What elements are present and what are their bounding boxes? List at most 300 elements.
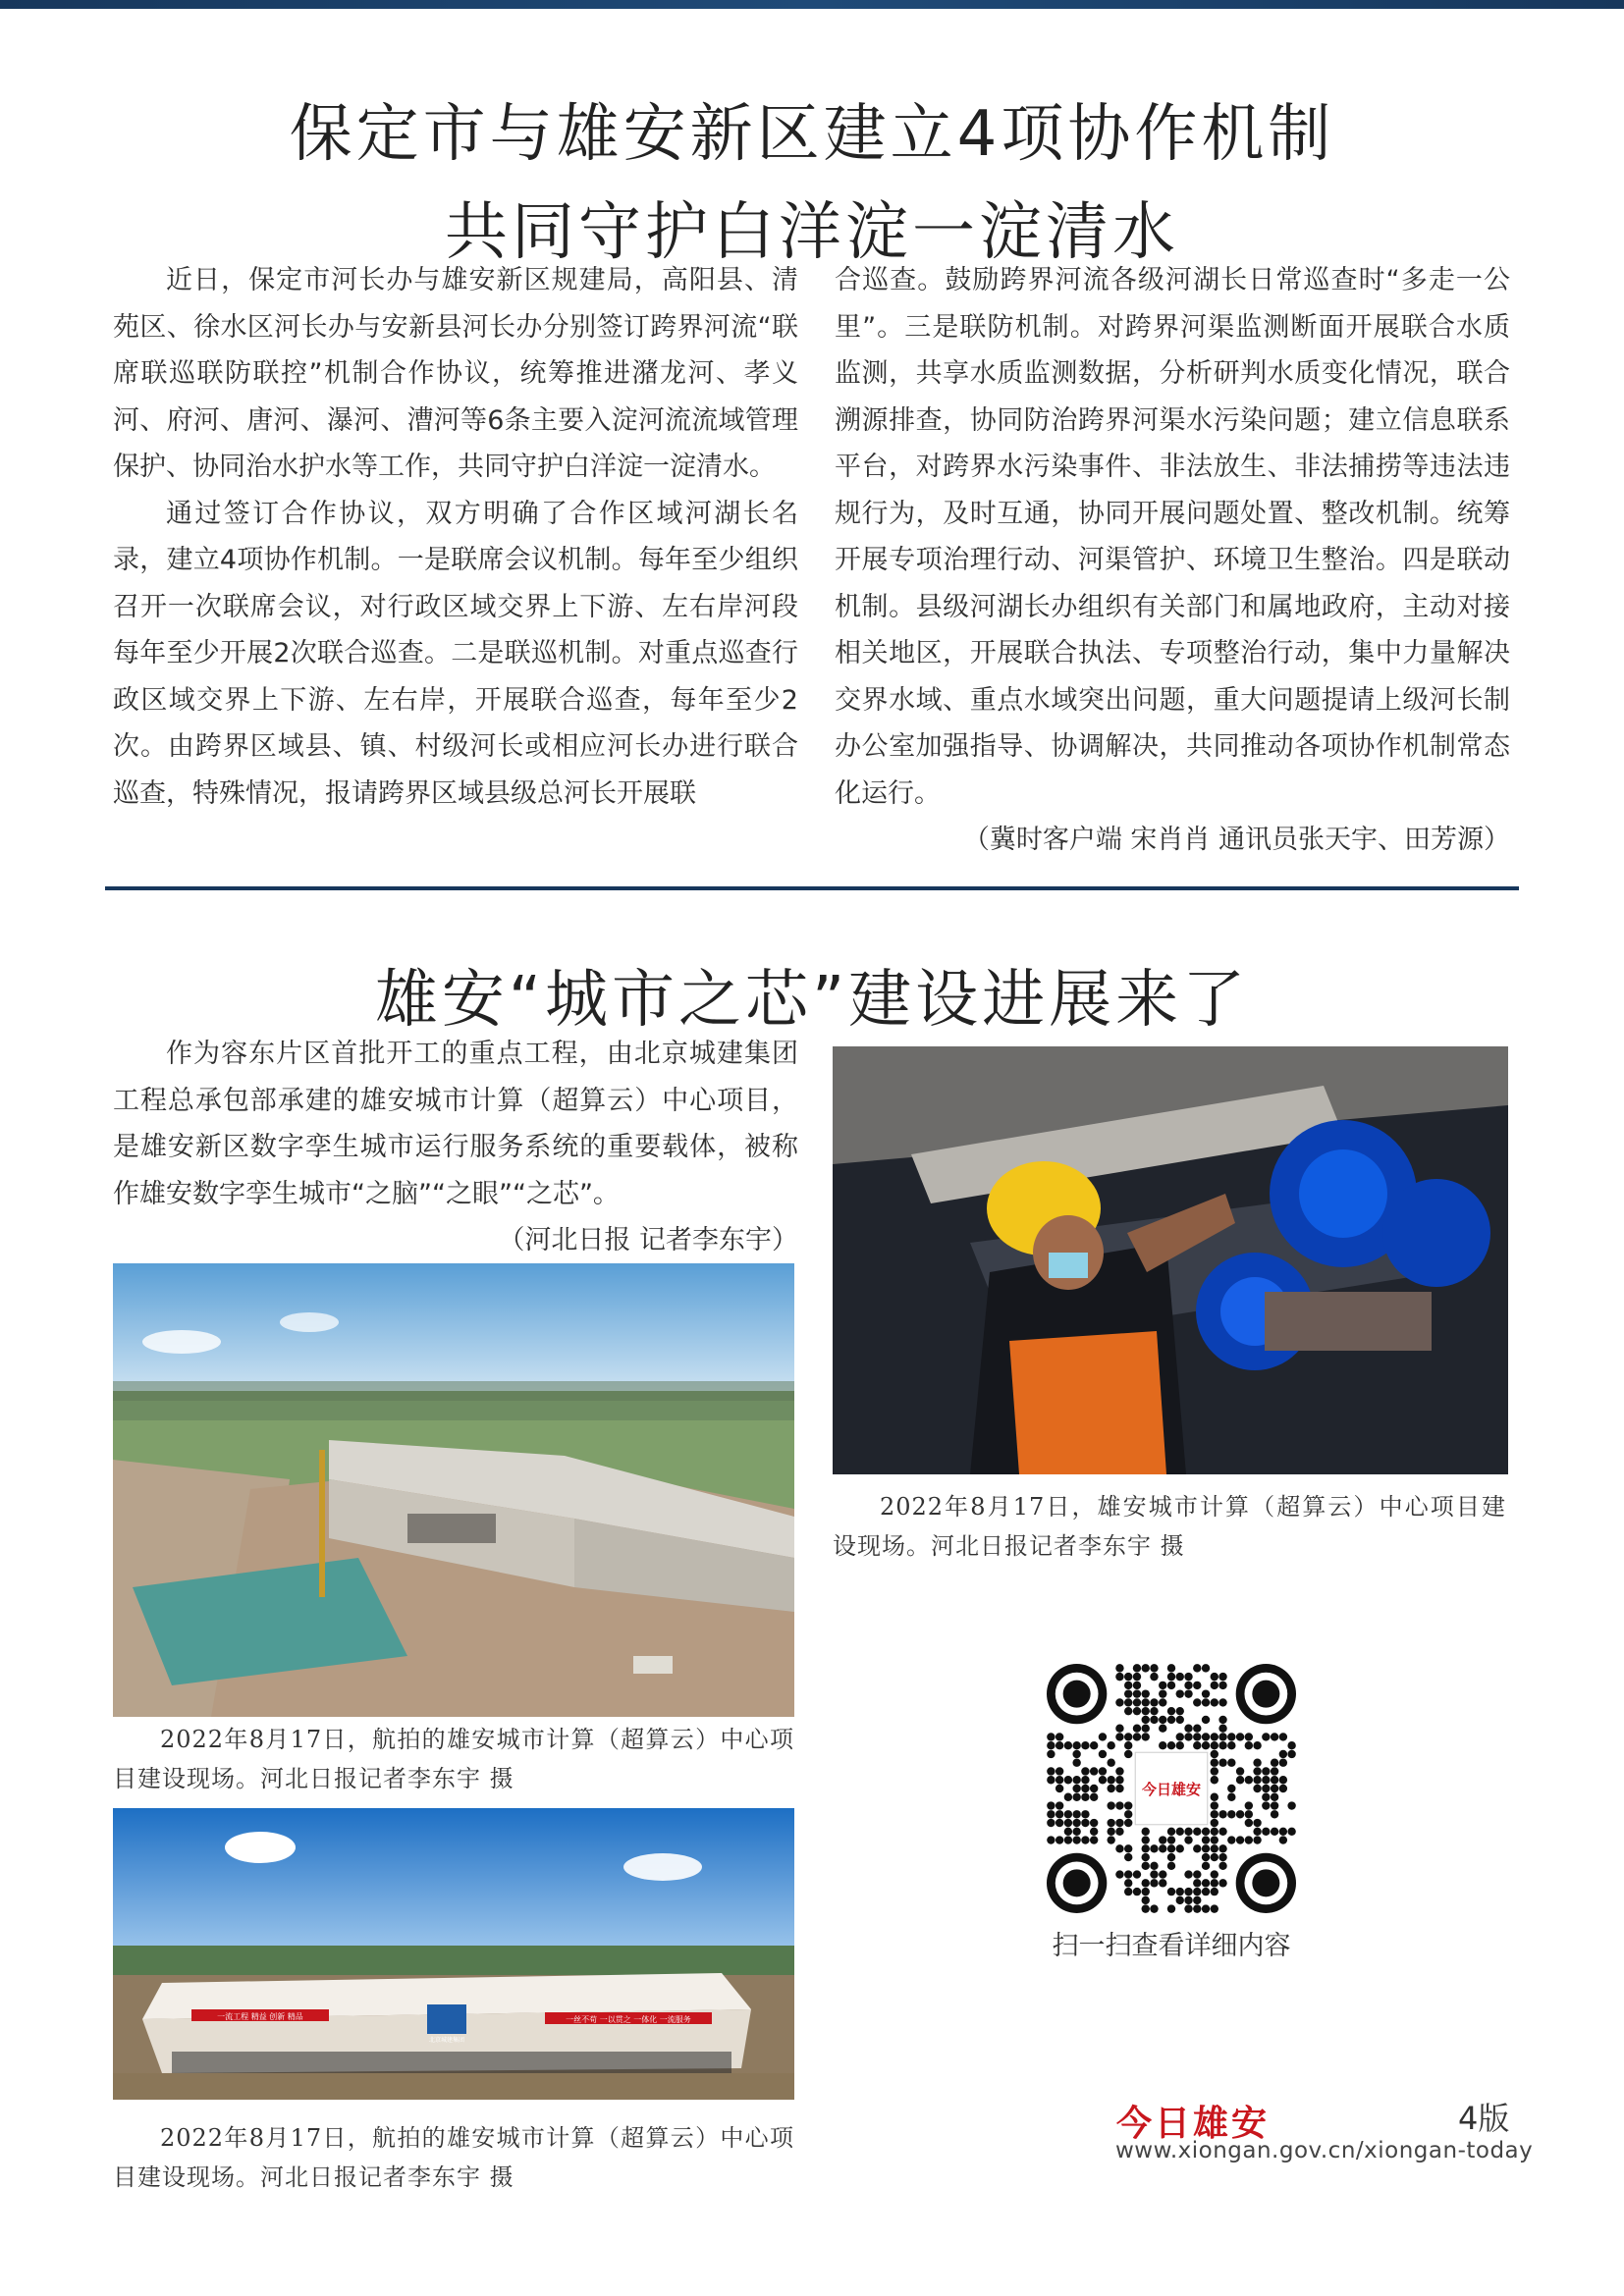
qr-module (1133, 1870, 1141, 1878)
qr-module (1271, 1801, 1278, 1809)
qr-module (1271, 1733, 1278, 1740)
qr-module (1271, 1810, 1278, 1818)
qr-module (1056, 1810, 1063, 1818)
qr-module (1271, 1785, 1278, 1792)
qr-module (1236, 1767, 1244, 1775)
qr-module (1211, 1750, 1218, 1758)
qr-module (1090, 1767, 1098, 1775)
article2-paragraph: 作为容东片区首批开工的重点工程，由北京城建集团工程总承包部承建的雄安城市计算（超算云）中心项目，是雄安新区数字孪生城市运行服务系统的重要载体，被称作雄安数字孪生城市“之脑”“之眼”“之芯”。 (113, 1039, 798, 1209)
qr-module (1262, 1793, 1270, 1801)
qr-module (1142, 1707, 1150, 1715)
qr-module (1227, 1810, 1235, 1818)
qr-module (1133, 1733, 1141, 1740)
qr-module (1133, 1888, 1141, 1896)
qr-module (1253, 1836, 1261, 1843)
qr-module (1072, 1741, 1080, 1749)
qr-module (1202, 1836, 1210, 1843)
qr-module (1227, 1793, 1235, 1801)
qr-module (1211, 1844, 1218, 1852)
qr-module (1218, 1698, 1226, 1706)
qr-module (1202, 1888, 1210, 1896)
qr-module (1218, 1810, 1226, 1818)
qr-module (1211, 1767, 1218, 1775)
qr-module (1279, 1750, 1287, 1758)
qr-module (1279, 1785, 1287, 1792)
qr-module (1107, 1741, 1114, 1749)
panorama-logo-text: 北京城建集团 (428, 2037, 465, 2044)
qr-module (1167, 1716, 1175, 1724)
qr-module (1133, 1724, 1141, 1732)
qr-module (1142, 1698, 1150, 1706)
qr-module (1090, 1828, 1098, 1836)
qr-module (1218, 1853, 1226, 1861)
qr-module (1287, 1750, 1295, 1758)
article1-paragraph-2: 通过签订合作协议，双方明确了合作区域河湖长名录，建立4项协作机制。一是联席会议机制。每年至少组织召开一次联席会议，对行政区域交界上下游、左右岸河段每年至少开展2次联合巡查。二是联巡机制。对重点巡查行政区域交界上下游、左右岸，开展联合巡查，每年至少2次。由跨界区域县、镇、村级河长或相应河长办进行联合巡查，特殊情况，报请跨界区域县级总河长开展联 (113, 498, 798, 809)
qr-module (1202, 1733, 1210, 1740)
article1-paragraph-3: 合巡查。鼓励跨界河流各级河湖长日常巡查时“多走一公里”。三是联防机制。对跨界河渠监测断面开展联合水质监测，共享水质监测数据，分析研判水质变化情况，联合溯源排查，协同防治跨界河渠水污染问题；建立信息联系平台，对跨界水污染事件、非法放生、非法捕捞等违法违规行为，及时互通，协同开展问题处置、整改机制。统筹开展专项治理行动、河渠管护、环境卫生整治。四是联动机制。县级河湖长办组织有关部门和属地政府，主动对接相关地区，开展联合执法、专项整治行动，集中力量解决交界水域、重点水域突出问题，重大问题提请上级河长制办公室加强指导、协调解决，共同推动各项协作机制常态化运行。 (835, 265, 1510, 809)
qr-code[interactable] (1047, 1664, 1296, 1913)
qr-module (1090, 1793, 1098, 1801)
qr-module (1159, 1698, 1166, 1706)
qr-module (1271, 1767, 1278, 1775)
qr-module (1176, 1828, 1184, 1836)
qr-module (1279, 1828, 1287, 1836)
qr-module (1115, 1870, 1123, 1878)
qr-module (1150, 1844, 1158, 1852)
qr-module (1218, 1724, 1226, 1732)
qr-module (1047, 1733, 1055, 1740)
qr-module (1167, 1888, 1175, 1896)
qr-module (1056, 1767, 1063, 1775)
qr-module (1262, 1776, 1270, 1784)
qr-module (1124, 1819, 1132, 1827)
qr-module (1218, 1741, 1226, 1749)
qr-module (1167, 1904, 1175, 1912)
qr-module (1218, 1716, 1226, 1724)
qr-module (1133, 1698, 1141, 1706)
qr-module (1262, 1767, 1270, 1775)
worker-photo (833, 1046, 1508, 1474)
qr-module (1150, 1664, 1158, 1672)
qr-module (1072, 1836, 1080, 1843)
qr-module (1287, 1741, 1295, 1749)
qr-module (1211, 1776, 1218, 1784)
qr-module (1253, 1828, 1261, 1836)
qr-module (1253, 1741, 1261, 1749)
qr-module (1159, 1682, 1166, 1689)
qr-module (1090, 1819, 1098, 1827)
qr-module (1211, 1888, 1218, 1896)
qr-module (1167, 1741, 1175, 1749)
qr-module (1227, 1785, 1235, 1792)
qr-module (1124, 1689, 1132, 1697)
qr-module (1081, 1819, 1089, 1827)
qr-module (1107, 1836, 1114, 1843)
brand-logo: 今日雄安 (1116, 2103, 1271, 2144)
qr-module (1193, 1828, 1201, 1836)
qr-module (1202, 1689, 1210, 1697)
qr-module (1176, 1896, 1184, 1904)
qr-module (1072, 1750, 1080, 1758)
qr-module (1047, 1741, 1055, 1749)
qr-module (1064, 1836, 1072, 1843)
qr-module (1107, 1759, 1114, 1767)
qr-module (1167, 1707, 1175, 1715)
qr-module (1271, 1776, 1278, 1784)
qr-module (1193, 1724, 1201, 1732)
qr-module (1107, 1801, 1114, 1809)
qr-module (1211, 1819, 1218, 1827)
article1-byline: （冀时客户端 宋肖肖 通讯员张天宇、田芳源） (962, 825, 1510, 855)
qr-module (1159, 1724, 1166, 1732)
qr-module (1202, 1844, 1210, 1852)
qr-module (1142, 1904, 1150, 1912)
qr-module (1253, 1776, 1261, 1784)
qr-module (1218, 1862, 1226, 1870)
qr-module (1072, 1793, 1080, 1801)
qr-module (1202, 1853, 1210, 1861)
qr-module (1047, 1776, 1055, 1784)
qr-module (1115, 1767, 1123, 1775)
article1-title-line1: 保定市与雄安新区建立4项协作机制 (289, 97, 1335, 171)
qr-module (1202, 1862, 1210, 1870)
qr-module (1271, 1828, 1278, 1836)
qr-module (1107, 1785, 1114, 1792)
qr-module (1081, 1793, 1089, 1801)
qr-caption: 扫一扫查看详细内容 (1052, 1931, 1291, 1961)
qr-module (1236, 1836, 1244, 1843)
qr-module (1064, 1810, 1072, 1818)
panorama-banner-left: 一流工程 精益 创新 精品 (217, 2012, 303, 2021)
qr-module (1099, 1776, 1107, 1784)
qr-module (1245, 1801, 1253, 1809)
qr-module (1124, 1810, 1132, 1818)
qr-module (1072, 1776, 1080, 1784)
qr-module (1176, 1689, 1184, 1697)
qr-module (1081, 1767, 1089, 1775)
article2-text-column (113, 1031, 798, 1264)
qr-module (1184, 1724, 1192, 1732)
qr-module (1279, 1733, 1287, 1740)
qr-module (1218, 1733, 1226, 1740)
qr-module (1047, 1750, 1055, 1758)
qr-module (1150, 1904, 1158, 1912)
qr-module (1107, 1828, 1114, 1836)
panorama-photo-caption: 2022年8月17日，航拍的雄安城市计算（超算云）中心项目建设现场。河北日报记者李东宇 摄 (113, 2124, 794, 2191)
qr-module (1142, 1664, 1150, 1672)
qr-module (1090, 1836, 1098, 1843)
panorama-banner-right: 一丝不苟 一以贯之 一体化 一流服务 (566, 2015, 691, 2024)
qr-module (1115, 1844, 1123, 1852)
qr-module (1253, 1759, 1261, 1767)
qr-module (1218, 1682, 1226, 1689)
section-divider (105, 886, 1519, 890)
qr-module (1081, 1836, 1089, 1843)
qr-module (1245, 1836, 1253, 1843)
qr-module (1115, 1698, 1123, 1706)
qr-module (1072, 1810, 1080, 1818)
qr-module (1176, 1673, 1184, 1681)
qr-module (1262, 1785, 1270, 1792)
qr-module (1245, 1741, 1253, 1749)
qr-module (1159, 1836, 1166, 1843)
article1-paragraph-1: 近日，保定市河长办与雄安新区规建局，高阳县、清苑区、徐水区河长办与安新县河长办分别签订跨界河流“联席联巡联防联控”机制合作协议，统筹推进潴龙河、孝义河、府河、唐河、瀑河、漕河等6条主要入淀河流流域管理保护、协同治水护水等工作，共同守护白洋淀一淀清水。 (113, 265, 798, 482)
qr-module (1184, 1689, 1192, 1697)
qr-module (1064, 1819, 1072, 1827)
qr-module (1193, 1896, 1201, 1904)
panorama-construction-photo (113, 1808, 794, 2100)
qr-module (1176, 1741, 1184, 1749)
qr-module (1064, 1776, 1072, 1784)
qr-module (1159, 1716, 1166, 1724)
qr-module (1142, 1716, 1150, 1724)
qr-module (1081, 1741, 1089, 1749)
qr-module (1159, 1741, 1166, 1749)
qr-module (1081, 1810, 1089, 1818)
qr-module (1184, 1904, 1192, 1912)
qr-module (1184, 1733, 1192, 1740)
qr-module (1218, 1844, 1226, 1852)
qr-module (1056, 1785, 1063, 1792)
qr-module (1227, 1741, 1235, 1749)
qr-module (1262, 1828, 1270, 1836)
qr-module (1218, 1673, 1226, 1681)
qr-module (1245, 1819, 1253, 1827)
qr-module (1184, 1682, 1192, 1689)
qr-module (1115, 1785, 1123, 1792)
qr-module (1064, 1828, 1072, 1836)
qr-module (1090, 1741, 1098, 1749)
qr-module (1107, 1776, 1114, 1784)
qr-module (1115, 1801, 1123, 1809)
qr-module (1279, 1836, 1287, 1843)
qr-module (1047, 1836, 1055, 1843)
qr-module (1218, 1879, 1226, 1887)
qr-module (1056, 1733, 1063, 1740)
qr-module (1133, 1689, 1141, 1697)
site-url[interactable]: www.xiongan.gov.cn/xiongan-today (1115, 2138, 1534, 2163)
qr-module (1227, 1733, 1235, 1740)
qr-module (1176, 1844, 1184, 1852)
qr-module (1124, 1707, 1132, 1715)
qr-module (1047, 1767, 1055, 1775)
qr-module (1211, 1836, 1218, 1843)
qr-module (1227, 1836, 1235, 1843)
qr-module (1202, 1716, 1210, 1724)
qr-module (1211, 1698, 1218, 1706)
article2-byline: （河北日报 记者李东宇） (498, 1225, 798, 1255)
qr-module (1279, 1759, 1287, 1767)
qr-module (1133, 1664, 1141, 1672)
qr-finder-ring (1063, 1869, 1091, 1896)
qr-module (1211, 1759, 1218, 1767)
qr-module (1124, 1741, 1132, 1749)
qr-module (1227, 1759, 1235, 1767)
qr-module (1271, 1759, 1278, 1767)
qr-module (1115, 1673, 1123, 1681)
qr-module (1142, 1888, 1150, 1896)
qr-module (1150, 1673, 1158, 1681)
qr-module (1124, 1844, 1132, 1852)
qr-module (1176, 1716, 1184, 1724)
qr-module (1124, 1698, 1132, 1706)
qr-module (1159, 1879, 1166, 1887)
qr-module (1133, 1682, 1141, 1689)
qr-module (1142, 1862, 1150, 1870)
qr-module (1142, 1689, 1150, 1697)
qr-module (1167, 1673, 1175, 1681)
qr-module (1047, 1810, 1055, 1818)
article1-right-column (835, 257, 1510, 864)
qr-module (1211, 1793, 1218, 1801)
qr-module (1142, 1853, 1150, 1861)
qr-module (1090, 1785, 1098, 1792)
aerial-construction-photo (113, 1263, 794, 1717)
qr-module (1236, 1810, 1244, 1818)
qr-module (1159, 1870, 1166, 1878)
qr-module (1167, 1828, 1175, 1836)
qr-module (1271, 1793, 1278, 1801)
qr-module (1184, 1870, 1192, 1878)
qr-module (1211, 1801, 1218, 1809)
qr-module (1056, 1819, 1063, 1827)
qr-module (1099, 1733, 1107, 1740)
qr-module (1184, 1673, 1192, 1681)
qr-module (1064, 1741, 1072, 1749)
qr-module (1124, 1750, 1132, 1758)
article1-title-line2: 共同守护白洋淀一淀清水 (445, 195, 1179, 269)
qr-module (1124, 1733, 1132, 1740)
qr-module (1124, 1888, 1132, 1896)
qr-module (1115, 1664, 1123, 1672)
qr-module (1193, 1698, 1201, 1706)
qr-finder-ring (1252, 1681, 1279, 1708)
qr-module (1150, 1870, 1158, 1878)
qr-module (1184, 1836, 1192, 1843)
qr-module (1193, 1844, 1201, 1852)
page-number: 4版 (1458, 2100, 1510, 2137)
qr-module (1193, 1733, 1201, 1740)
qr-module (1193, 1870, 1201, 1878)
qr-center-label: 今日雄安 (1141, 1781, 1202, 1798)
qr-module (1142, 1733, 1150, 1740)
qr-module (1150, 1879, 1158, 1887)
qr-module (1211, 1733, 1218, 1740)
qr-module (1072, 1785, 1080, 1792)
qr-module (1193, 1741, 1201, 1749)
qr-module (1047, 1801, 1055, 1809)
qr-module (1193, 1682, 1201, 1689)
qr-module (1142, 1879, 1150, 1887)
qr-module (1115, 1819, 1123, 1827)
qr-module (1142, 1828, 1150, 1836)
qr-module (1211, 1870, 1218, 1878)
qr-module (1236, 1733, 1244, 1740)
qr-module (1124, 1870, 1132, 1878)
qr-module (1133, 1707, 1141, 1715)
qr-module (1211, 1673, 1218, 1681)
qr-module (1124, 1853, 1132, 1861)
qr-module (1202, 1698, 1210, 1706)
qr-module (1184, 1896, 1192, 1904)
qr-module (1099, 1767, 1107, 1775)
qr-module (1081, 1785, 1089, 1792)
qr-module (1167, 1853, 1175, 1861)
qr-module (1193, 1664, 1201, 1672)
qr-module (1176, 1707, 1184, 1715)
qr-module (1245, 1733, 1253, 1740)
qr-module (1202, 1879, 1210, 1887)
qr-module (1124, 1879, 1132, 1887)
qr-module (1159, 1844, 1166, 1852)
qr-module (1124, 1682, 1132, 1689)
qr-module (1218, 1828, 1226, 1836)
qr-module (1142, 1844, 1150, 1852)
qr-module (1150, 1707, 1158, 1715)
qr-module (1115, 1828, 1123, 1836)
qr-module (1167, 1682, 1175, 1689)
qr-module (1115, 1724, 1123, 1732)
qr-finder-ring (1252, 1869, 1279, 1896)
qr-module (1142, 1896, 1150, 1904)
qr-module (1184, 1828, 1192, 1836)
qr-module (1211, 1828, 1218, 1836)
qr-module (1124, 1801, 1132, 1809)
qr-module (1253, 1785, 1261, 1792)
qr-module (1236, 1776, 1244, 1784)
qr-module (1056, 1836, 1063, 1843)
qr-module (1245, 1810, 1253, 1818)
qr-module (1176, 1733, 1184, 1740)
qr-module (1107, 1819, 1114, 1827)
qr-module (1167, 1862, 1175, 1870)
qr-module (1184, 1888, 1192, 1896)
article2-title: 雄安“城市之芯”建设进展来了 (374, 963, 1250, 1037)
qr-module (1287, 1801, 1295, 1809)
top-color-bar (0, 0, 1624, 9)
qr-module (1193, 1879, 1201, 1887)
qr-module (1115, 1733, 1123, 1740)
qr-module (1142, 1724, 1150, 1732)
qr-module (1167, 1664, 1175, 1672)
qr-module (1081, 1776, 1089, 1784)
qr-module (1072, 1828, 1080, 1836)
qr-module (1211, 1879, 1218, 1887)
qr-module (1124, 1673, 1132, 1681)
qr-module (1072, 1819, 1080, 1827)
qr-module (1056, 1801, 1063, 1809)
qr-module (1262, 1801, 1270, 1809)
qr-module (1253, 1819, 1261, 1827)
qr-module (1072, 1759, 1080, 1767)
qr-module (1211, 1810, 1218, 1818)
qr-module (1211, 1682, 1218, 1689)
qr-module (1150, 1716, 1158, 1724)
qr-module (1279, 1776, 1287, 1784)
qr-module (1218, 1759, 1226, 1767)
qr-module (1202, 1828, 1210, 1836)
qr-module (1193, 1888, 1201, 1896)
qr-module (1176, 1888, 1184, 1896)
qr-module (1142, 1836, 1150, 1843)
qr-module (1202, 1741, 1210, 1749)
article1-left-column (113, 257, 798, 817)
qr-module (1211, 1904, 1218, 1912)
qr-module (1211, 1741, 1218, 1749)
qr-finder-ring (1063, 1681, 1091, 1708)
qr-module (1115, 1776, 1123, 1784)
qr-module (1287, 1828, 1295, 1836)
